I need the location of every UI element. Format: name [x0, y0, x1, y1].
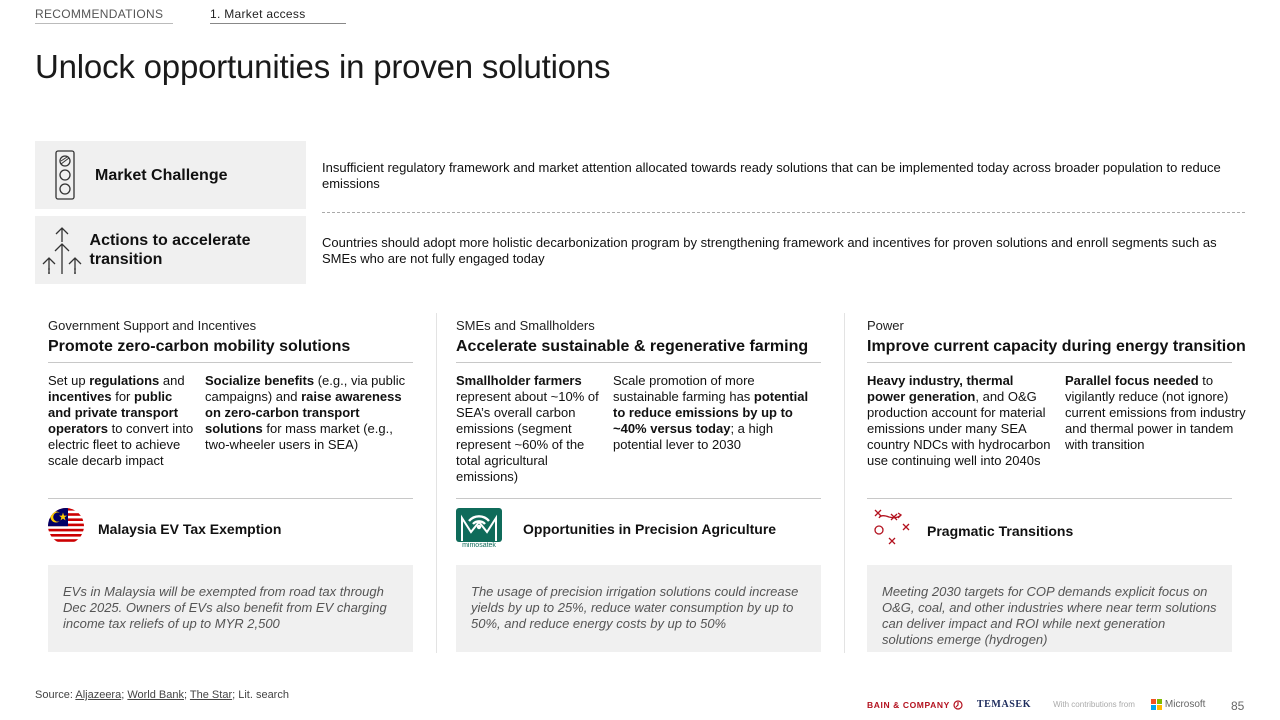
- traffic-light-icon: [35, 150, 95, 200]
- column-category: Government Support and Incentives: [48, 318, 257, 333]
- source-note: Source: Aljazeera; World Bank; The Star; Lit. search: [35, 689, 289, 701]
- column-heading: Improve current capacity during energy transition: [867, 338, 1246, 355]
- column-right-text: Parallel focus needed to vigilantly reduce (not ignore) current emissions from industry and thermal power in tandem with transition: [1065, 373, 1246, 452]
- bain-logo: BAIN & COMPANY: [867, 699, 950, 710]
- farming-column: [456, 318, 836, 631]
- footer-logos: [867, 699, 1205, 710]
- column-divider: [436, 313, 437, 653]
- source-link[interactable]: Aljazeera: [75, 689, 122, 701]
- mimosatek-logo-icon: [456, 508, 502, 550]
- actions-text: Countries should adopt more holistic decarbonization program by strengthening framework and incentives for proven solutions and enroll segments such as SMEs who are not fully engaged today: [322, 235, 1217, 266]
- column-right-text: Socialize benefits (e.g., via public campaigns) and raise awareness on zero-carbon transport solutions for mass market (e.g., two-wheeler users in SEA): [205, 373, 406, 452]
- mobility-column: [48, 318, 428, 631]
- divider: [867, 498, 1232, 499]
- upward-arrows-icon: [35, 224, 90, 276]
- column-category: Power: [867, 318, 904, 333]
- actions-label: Actions to accelerate transition: [89, 232, 251, 268]
- page-number: 85: [1231, 699, 1245, 713]
- case-study: [48, 508, 281, 549]
- source-link[interactable]: The Star: [189, 689, 233, 701]
- column-left-text: Heavy industry, thermal power generation, and O&G production account for material emissions under many SEA country NDCs with hydrocarbon use continuing well into 2040s: [867, 373, 1051, 468]
- column-category: SMEs and Smallholders: [456, 318, 595, 333]
- dashed-divider: [322, 212, 1245, 213]
- case-title: Pragmatic Transitions: [927, 522, 1074, 539]
- quote-box: The usage of precision irrigation solutions could increase yields by up to 25%, reduce water consumption by up to 50%, and reduce energy costs by up to 50%: [456, 565, 821, 652]
- case-study: [456, 508, 776, 550]
- tab-market-access[interactable]: 1. Market access: [210, 7, 346, 24]
- case-study: [867, 508, 1073, 553]
- microsoft-logo: [1151, 699, 1206, 710]
- tab-recommendations[interactable]: RECOMMENDATIONS: [35, 7, 173, 24]
- column-heading: Accelerate sustainable & regenerative farming: [456, 338, 809, 355]
- column-divider: [844, 313, 845, 653]
- column-left-text: Set up regulations and incentives for public and private transport operators to convert into electric fleet to achieve scale decarb impact: [48, 373, 194, 468]
- malaysia-flag-icon: [48, 508, 84, 549]
- case-title: Malaysia EV Tax Exemption: [98, 520, 282, 537]
- case-title: Opportunities in Precision Agriculture: [523, 521, 777, 537]
- power-column: [867, 318, 1252, 647]
- divider: [456, 498, 821, 499]
- microsoft-label: Microsoft: [1164, 699, 1206, 710]
- market-challenge-box: [35, 141, 306, 209]
- quote-box: EVs in Malaysia will be exempted from road tax through Dec 2025. Owners of EVs also benefit from EV charging income tax reliefs of up to MYR 2,500: [48, 565, 413, 652]
- top-tabs: [35, 7, 346, 24]
- market-challenge-text: Insufficient regulatory framework and market attention allocated towards ready solutions that can be implemented today across broader population to reduce emissions: [322, 160, 1221, 191]
- source-suffix: ; Lit. search: [232, 689, 289, 701]
- bain-mark-icon: [953, 700, 963, 710]
- divider: [867, 362, 1232, 363]
- quote-box: Meeting 2030 targets for COP demands explicit focus on O&G, coal, and other industries where near term solutions can deliver impact and ROI while next generation solutions emerge (hydrogen): [867, 565, 1232, 652]
- source-prefix: Source:: [35, 689, 76, 701]
- temasek-logo: TEMASEK: [976, 699, 1032, 710]
- divider: [48, 498, 413, 499]
- source-link[interactable]: World Bank: [127, 689, 184, 701]
- column-right-text: Scale promotion of more sustainable farming has potential to reduce emissions by up to ~40% versus today; a high potential lever to 2030: [613, 373, 809, 452]
- divider: [48, 362, 413, 363]
- strategy-play-icon: [867, 508, 913, 553]
- page-title: Unlock opportunities in proven solutions: [35, 48, 611, 85]
- column-left-text: Smallholder farmers represent about ~10% of SEA’s overall carbon emissions (segment represent ~60% of the total agricultural emissions): [456, 373, 599, 484]
- market-challenge-label: Market Challenge: [95, 166, 228, 184]
- logo-text: mimosatek: [462, 542, 496, 549]
- contributions-note: With contributions from: [1053, 700, 1135, 709]
- actions-box: [35, 216, 306, 284]
- microsoft-icon: [1151, 699, 1162, 710]
- column-heading: Promote zero-carbon mobility solutions: [48, 338, 351, 355]
- divider: [456, 362, 821, 363]
